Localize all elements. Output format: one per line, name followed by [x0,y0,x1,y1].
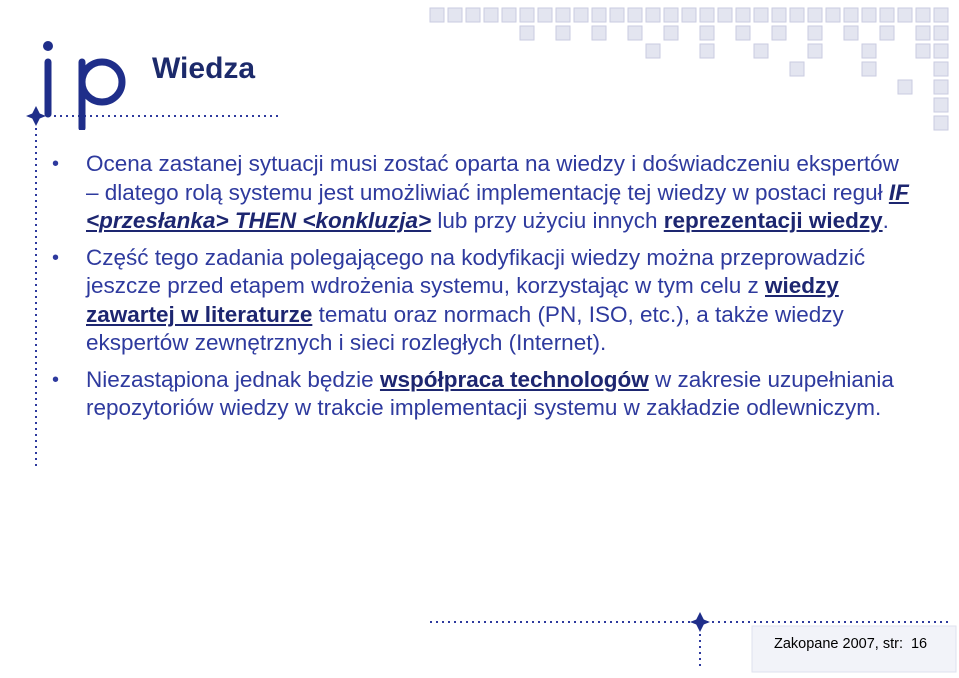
emphasis-rule: IF <przesłanka> THEN <konkluzja> [86,179,909,233]
bullet-text: . [882,208,889,233]
bullet-item-1 [50,150,910,236]
bullet-item-3 [50,366,910,423]
bullet-list [50,150,910,431]
emphasis-term: reprezentacji wiedzy [663,208,883,233]
bullet-dot-icon: • [52,368,60,391]
slide-title: Wiedza [152,52,256,85]
bullet-text: Ocena zastanej sytuacji musi zostać oparta na wiedzy i doświadczeniu ekspertów – dlatego rolą systemu jest umożliwiać implementację tej wiedzy w postaci reguł [86,151,899,205]
emphasis-term: wiedzy zawartej w literaturze [86,273,839,327]
emphasis-term: współpraca technologów [379,366,649,392]
bullet-text: tematu oraz normach (PN, ISO, etc.), a także wiedzy ekspertów zewnętrznych i sieci rozległych (Internet). [86,301,844,355]
bullet-dot-icon: • [52,153,60,175]
bullet-dot-icon: • [52,246,60,269]
bullet-text: Część tego zadania polegającego na kodyfikacji wiedzy można przeprowadzić jeszcze przed etapem wdrożenia systemu, korzystając w tym celu z [86,244,866,298]
slide-footer [774,636,927,652]
footer-label: Zakopane 2007, str: [774,636,903,652]
ip-logo-icon [20,20,140,130]
page-number: 16 [910,636,928,652]
bullet-text: lub przy użyciu innych [431,208,664,233]
bullet-text: w zakresie uzupełniania repozytoriów wiedzy w trakcie implementacji systemu w zakładzie odlewniczym. [86,366,894,420]
bullet-text: Niezastąpiona jednak będzie [86,366,380,392]
bullet-item-2 [50,244,910,358]
